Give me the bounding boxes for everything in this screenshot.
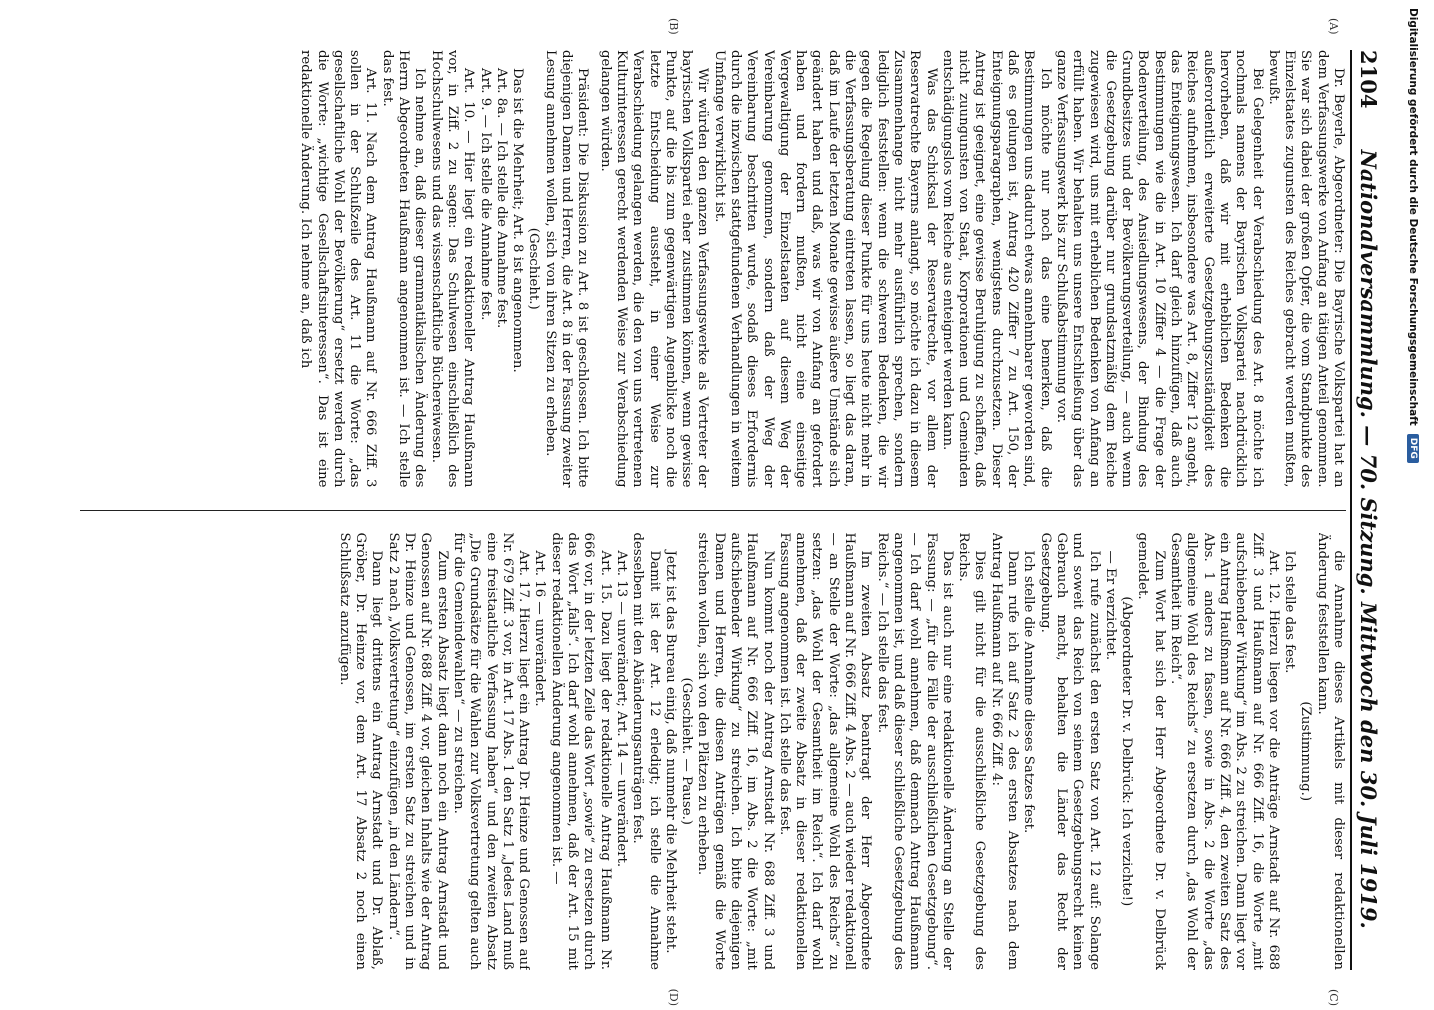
paragraph: Ich stelle die Annahme dieses Satzes fest.: [1021, 550, 1037, 834]
margin-mark-a: (A): [1327, 18, 1340, 35]
paragraph: — Er verzichtet.: [1102, 550, 1118, 661]
paragraph: Zum Wort hat sich der Herr Abgeordnete Dr. v. Delbrück gemeldet.: [1135, 532, 1167, 970]
paragraph: Art. 13 — unverändert; Art. 14 — unverändert.: [613, 550, 629, 868]
paragraph: Das ist auch nur eine redaktionelle Änderung an Stelle der Fassung: — „für die Fälle der ausschließlichen Gesetzgebung“. — Ich darf wohl annehmen, daß demnach Antrag Haußmann angenommen ist, und daß dieser schließliche Gesetzgebung des Reichs.“ — Ich stelle das fest.: [874, 532, 955, 970]
right-column: [80, 533, 1346, 971]
paragraph: Nun kommt noch der Antrag Arnstadt Nr. 688 Ziff. 3 und Haußmann auf Nr. 666 Ziff. 16, im Abs. 2 die Worte: „mit aufschiebender Wirkung“ zu streichen. Ich bitte diejenigen Damen und Herren, die diesen Anträgen gemäß die Worte streichen wollen, sich von den Plätzen zu erheben.: [695, 532, 776, 970]
rotated-page-content: [70, 10, 1400, 1010]
paragraph: Das ist die Mehrheit; Art. 8 ist angenommen.: [510, 68, 526, 373]
paragraph: Art. 15. Dazu liegt der redaktionelle Antrag Haußmann Nr. 666 vor, in der letzten Zeile das Wort „sowie“ zu ersetzen durch das Wort „falls“. Ich darf wohl annehmen, daß der Art. 15 mit dieser redaktionellen Änderung angenommen ist. —: [548, 532, 613, 970]
text-columns: [80, 50, 1346, 970]
paragraph: Art. 8a. — Ich stelle die Annahme fest.: [493, 68, 509, 329]
paragraph: Ich stelle das fest.: [1282, 550, 1298, 674]
digitization-note: [1398, 8, 1428, 992]
left-column: [80, 50, 1346, 488]
margin-mark-c: (C): [1327, 989, 1340, 1006]
stage-direction: (Geschieht.): [526, 227, 542, 310]
margin-mark-d: (D): [667, 988, 680, 1006]
stage-direction: (Abgeordneter Dr. v. Delbrück: Ich verzichte!): [1119, 596, 1135, 907]
paragraph: Jetzt ist das Bureau einig, daß nunmehr die Mehrheit steht.: [662, 550, 678, 954]
paragraph: Dann liegt drittens ein Antrag Arnstadt und Dr. Ablaß, Gröber, Dr. Heinze vor, dem Art. 17 Absatz 2 noch einen Schlußsatz anzufügen.: [336, 532, 385, 970]
stage-direction: (Geschieht. — Pause.): [679, 677, 695, 825]
page-number: 2104: [1356, 50, 1381, 109]
paragraph: Art. 9. — Ich stelle die Annahme fest.: [477, 68, 493, 321]
paragraph: Damit ist der Art. 12 erledigt; ich stelle die Annahme desselben mit den Abänderungsanträgen fest.: [630, 532, 662, 970]
paragraph: Bei Gelegenheit der Verabschiedung des Art. 8 möchte ich nochmals namens der Bayrischen Volkspartei nachdrücklich hervorheben, daß wir mit erheblichen Bedenken die außerordentlich erweiterte Gesetzgebungszuständigkeit des Reiches aufnehmen, insbesondere was Art. 8, Ziffer 12 angeht, das Enteignungswesen. Ich darf gleich hinzufügen, daß auch Bestimmungen wie die in Art. 10 Ziffer 4 — die Frage der Bodenverteilung, des Ansiedlungswesens, der Bindung des Grundbesitzes und der Bevölkerungsverteilung, — auch wenn die Gesetzgebung darüber nur grundsatzmäßig dem Reiche zugewiesen wird, uns mit erheblichen Bedenken von Anfang an erfüllt haben. Wir behalten uns unsere Entschließung über das ganze Verfassungswerk bis zur Schlußabstimmung vor.: [1053, 50, 1265, 488]
paragraph: Dr. Beyerle, Abgeordneter: Die Bayrische Volkspartei hat an dem Verfassungswerke von Anfang an tätigen Anteil genommen. Sie war sich dabei der großen Opfer, die vom Standpunkte des Einzelstaates zugunsten des Reiches gebracht werden mußten, bewußt.: [1265, 50, 1346, 488]
paragraph: Art. 16 — unverändert.: [532, 550, 548, 707]
paragraph: Ich nehme an, daß dieser grammatikalischen Änderung des Herrn Abgeordneten Haußmann angenommen ist. — Ich stelle das fest.: [379, 50, 428, 488]
margin-mark-b: (B): [667, 18, 680, 35]
column-divider: [80, 510, 1346, 511]
paragraph: Ich rufe zunächst den ersten Satz von Art. 12 auf: Solange und soweit das Reich von seinem Gesetzgebungsrecht keinen Gebrauch macht, behalten die Länder das Recht der Gesetzgebung.: [1037, 532, 1102, 970]
paragraph: Dann rufe ich auf Satz 2 des ersten Absatzes nach dem Antrag Haußmann auf Nr. 666 Ziff. 4:: [988, 532, 1021, 970]
attribution-text: Digitalisierung gefördert durch die Deutsche Forschungsgemeinschaft: [1407, 8, 1419, 426]
paragraph: Art. 10. — Hier liegt ein redaktioneller Antrag Haußmann vor, in Ziff. 2 zu sagen: Das Schulwesen einschließlich des Hochschulwesens und das wissenschaftliche Büchereiwesen.: [428, 50, 477, 488]
paragraph: Im zweiten Absatz beantragt der Herr Abgeordnete Haußmann auf Nr. 666 Ziff. 4 Abs. 2 — auch wieder redaktionell — an Stelle der Worte: „das allgemeine Wohl des Reichs“ zu setzen: „das Wohl der Gesamtheit im Reich“. Ich darf wohl annehmen, daß der zweite Absatz in dieser redaktionellen Fassung angenommen ist. Ich stelle das fest.: [776, 532, 874, 970]
paragraph: Art. 12. Hierzu liegen vor die Anträge Arnstadt auf Nr. 688 Ziff. 3 und Haußmann auf Nr. 666 Ziff. 16, die Worte „mit aufschiebender Wirkung“ im Abs. 2 zu streichen. Dann liegt vor ein Antrag Haußmann auf Nr. 666 Ziff. 4, den zweiten Satz des Abs. 1 anders zu fassen, sowie in Abs. 2 die Worte „das allgemeine Wohl des Reichs“ zu ersetzen durch „das Wohl der Gesamtheit im Reich“.: [1168, 532, 1281, 970]
paragraph: Wir würden den ganzen Verfassungswerke als Vertreter der bayrischen Volkspartei eher zustimmen können, wenn gewisse Punkte, auf die bis zum gegenwärtigen Augenblicke noch die letzte Entscheidung aussteht, in einer Weise zur Verabschiedung gelangen werden, die den von uns vertretenen Kulturinteressen gerecht werdenden Weise zur Verabschiedung gelangen würden.: [597, 50, 711, 488]
paragraph: Was das Schicksal der Reservatrechte, vor allem der Reservatrechte Bayerns anlangt, so möchte ich dazu in diesem Zusammenhange nicht mehr ausführlich sprechen, sondern lediglich feststellen: wenn die schweren Bedenken, die wir gegen die Regelung dieser Punkte für uns heute nicht mehr in die Verfassungsberatung eintreten lassen, so liegt das daran, daß im Laufe der letzten Monate gewisse äußere Umstände sich geändert haben und daß, was wir von Anfang an gefordert haben und fordern mußten, nicht eine einseitige Vergewaltigung der Einzelstaaten auf diesem Weg der Vereinbarung genommen, sondern daß der Weg der Vereinbarung beschritten wurde, sodaß dieses Erfordernis durch die inzwischen stattgefundenen Verhandlungen in weitem Umfange verwirklicht ist.: [711, 50, 939, 488]
paragraph: Dies gilt nicht für die ausschließliche Gesetzgebung des Reichs.: [956, 532, 988, 970]
stage-direction: (Zustimmung.): [1298, 701, 1314, 802]
paragraph: Ich möchte nur noch das eine bemerken, daß die Bestimmungen uns dadurch etwas annehmbarer geworden sind, daß es gelungen ist, Antrag 420 Ziffer 7 zu Art. 150, der Enteignungsparagraphen, wenigstens durchzusetzen. Dieser Antrag ist geeignet, eine gewisse Beruhigung zu schaffen, daß nicht zuungunsten von Staat, Korporationen und Gemeinden entschädigungslos vom Reiche aus enteignet werden kann.: [939, 50, 1053, 488]
paragraph: Art. 11. Nach dem Antrag Haußmann auf Nr. 666 Ziff. 3 sollen in der Schlußzeile des Art. 11 die Worte: „das gesellschaftliche Wohl der Bevölkerung“ ersetzt werden durch die Worte: „wichtige Gesellschaftsinteressen“. Das ist eine redaktionelle Änderung. Ich nehme an, daß ich: [298, 50, 379, 488]
dfg-logo: DFG: [1407, 434, 1419, 463]
paragraph: Präsident: Die Diskussion zu Art. 8 ist geschlossen. Ich bitte diejenigen Damen und Herren, die Art. 8 in der Fassung zweiter Lesung annehmen wollen, sich von ihren Sitzen zu erheben.: [542, 50, 591, 488]
paragraph: die Annahme dieses Artikels mit dieser redaktionellen Änderung feststellen kann.: [1314, 532, 1346, 970]
paragraph: Zum ersten Absatz liegt dann noch ein Antrag Arnstadt und Genossen auf Nr. 688 Ziff. 4 vor, gleichen Inhalts wie der Antrag Dr. Heinze und Genossen, im ersten Satz zu streichen und in Satz 2 nach „Volksvertretung“ einzufügen „in den Ländern“.: [385, 532, 450, 970]
page-title: Nationalversammlung. — 70. Sitzung. Mittwoch den 30. Juli 1919.: [1356, 149, 1381, 929]
page-header: [1350, 50, 1394, 970]
paragraph: Art. 17. Hierzu liegt ein Antrag Dr. Heinze und Genossen auf Nr. 679 Ziff. 3 vor, in Art. 17 Abs. 1 den Satz 1 „Jedes Land muß eine freistaatliche Verfassung haben“ und den zweiten Absatz „Die Grundsätze für die Wahlen zur Volksvertretung gelten auch für die Gemeindewahlen“ — zu streichen.: [450, 532, 532, 970]
